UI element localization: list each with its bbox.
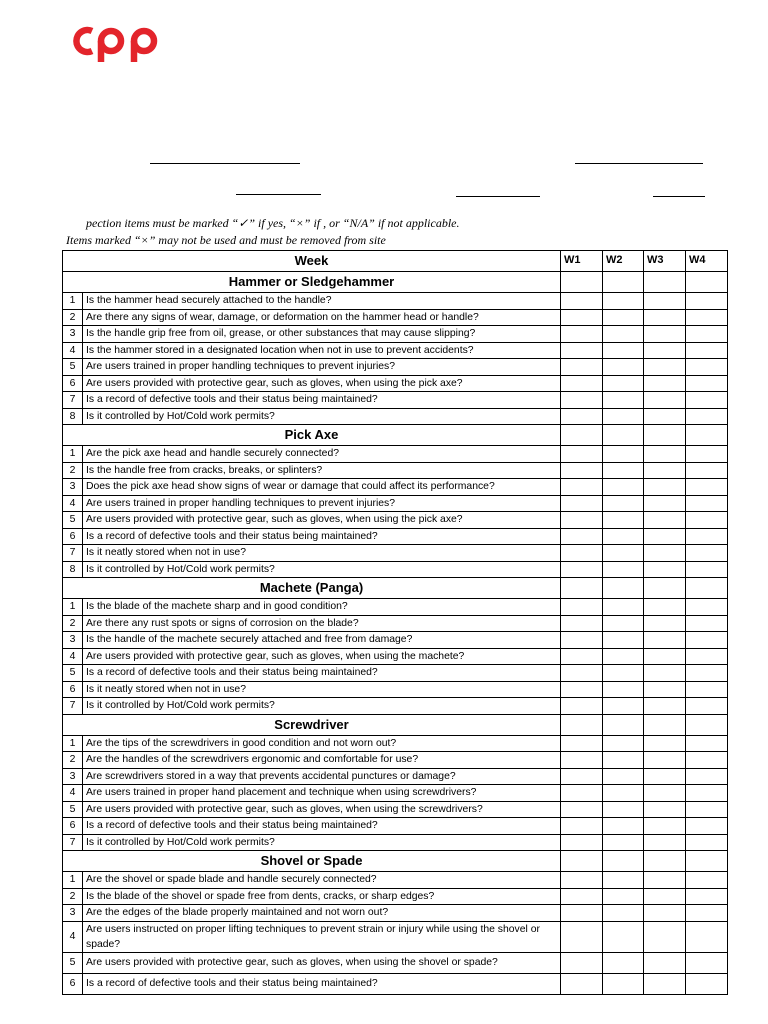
week-4-check-cell[interactable] <box>686 648 728 665</box>
section-header-row <box>63 851 728 872</box>
week-2-check-cell[interactable] <box>603 872 644 889</box>
checklist-row <box>63 973 728 994</box>
week-3-check-cell[interactable] <box>644 599 686 616</box>
week-4-check-cell[interactable] <box>686 545 728 562</box>
week-3-check-cell[interactable] <box>644 632 686 649</box>
item-number: 8 <box>63 408 83 425</box>
week-1-check-cell[interactable] <box>561 326 603 343</box>
week-3-check-cell[interactable] <box>644 615 686 632</box>
item-number: 5 <box>63 512 83 529</box>
week-1-check-cell[interactable] <box>561 359 603 376</box>
item-number: 4 <box>63 785 83 802</box>
checklist-row <box>63 342 728 359</box>
item-question: Is it neatly stored when not in use? <box>83 681 561 698</box>
week-4-check-cell[interactable] <box>686 834 728 851</box>
item-question: Is a record of defective tools and their status being maintained? <box>83 973 561 994</box>
item-question: Are users provided with protective gear, such as gloves, when using the screwdrivers? <box>83 801 561 818</box>
week-1-check-cell[interactable] <box>561 545 603 562</box>
week-4-check-cell[interactable] <box>686 785 728 802</box>
week-3-check-cell[interactable] <box>644 888 686 905</box>
checklist-row <box>63 735 728 752</box>
week-column-2: W2 <box>603 251 644 272</box>
checklist-row <box>63 801 728 818</box>
section-blank-cell <box>603 425 644 446</box>
item-number: 6 <box>63 528 83 545</box>
item-question: Is the hammer head securely attached to the handle? <box>83 293 561 310</box>
section-blank-cell <box>603 714 644 735</box>
item-question: Are screwdrivers stored in a way that prevents accidental punctures or damage? <box>83 768 561 785</box>
checklist-row <box>63 952 728 973</box>
week-2-check-cell[interactable] <box>603 921 644 952</box>
item-number: 4 <box>63 342 83 359</box>
week-2-check-cell[interactable] <box>603 512 644 529</box>
item-number: 2 <box>63 615 83 632</box>
checklist-row <box>63 615 728 632</box>
week-4-check-cell[interactable] <box>686 528 728 545</box>
week-1-check-cell[interactable] <box>561 698 603 715</box>
week-3-check-cell[interactable] <box>644 681 686 698</box>
section-blank-cell <box>561 714 603 735</box>
week-2-check-cell[interactable] <box>603 973 644 994</box>
checklist-row <box>63 392 728 409</box>
week-1-check-cell[interactable] <box>561 952 603 973</box>
week-3-check-cell[interactable] <box>644 973 686 994</box>
week-2-check-cell[interactable] <box>603 785 644 802</box>
week-4-check-cell[interactable] <box>686 752 728 769</box>
checklist-row <box>63 785 728 802</box>
week-1-check-cell[interactable] <box>561 479 603 496</box>
week-3-check-cell[interactable] <box>644 512 686 529</box>
week-3-check-cell[interactable] <box>644 834 686 851</box>
section-header-row <box>63 425 728 446</box>
section-blank-cell <box>686 272 728 293</box>
item-number: 3 <box>63 905 83 922</box>
item-question: Is a record of defective tools and their status being maintained? <box>83 392 561 409</box>
checklist-row <box>63 665 728 682</box>
week-header-row <box>63 251 728 272</box>
item-number: 7 <box>63 834 83 851</box>
week-1-check-cell[interactable] <box>561 408 603 425</box>
item-number: 2 <box>63 888 83 905</box>
checklist-row <box>63 293 728 310</box>
fill-in-line[interactable] <box>236 194 321 195</box>
week-4-check-cell[interactable] <box>686 408 728 425</box>
week-2-check-cell[interactable] <box>603 905 644 922</box>
week-1-check-cell[interactable] <box>561 561 603 578</box>
section-blank-cell <box>603 272 644 293</box>
checklist-row <box>63 512 728 529</box>
company-logo <box>64 18 164 62</box>
item-number: 7 <box>63 545 83 562</box>
week-4-check-cell[interactable] <box>686 392 728 409</box>
item-number: 6 <box>63 973 83 994</box>
item-question: Is the blade of the shovel or spade free from dents, cracks, or sharp edges? <box>83 888 561 905</box>
week-3-check-cell[interactable] <box>644 768 686 785</box>
week-1-check-cell[interactable] <box>561 681 603 698</box>
week-3-check-cell[interactable] <box>644 446 686 463</box>
week-2-check-cell[interactable] <box>603 495 644 512</box>
section-blank-cell <box>686 425 728 446</box>
checklist-row <box>63 698 728 715</box>
week-1-check-cell[interactable] <box>561 921 603 952</box>
week-2-check-cell[interactable] <box>603 768 644 785</box>
checklist-row <box>63 888 728 905</box>
week-3-check-cell[interactable] <box>644 326 686 343</box>
section-blank-cell <box>644 851 686 872</box>
week-4-check-cell[interactable] <box>686 768 728 785</box>
cpp-logo-icon <box>64 18 164 62</box>
week-column-1: W1 <box>561 251 603 272</box>
section-header-row <box>63 714 728 735</box>
item-number: 4 <box>63 495 83 512</box>
week-1-check-cell[interactable] <box>561 888 603 905</box>
item-number: 5 <box>63 952 83 973</box>
item-number: 4 <box>63 921 83 952</box>
item-question: Are the edges of the blade properly maintained and not worn out? <box>83 905 561 922</box>
item-question: Is the handle grip free from oil, grease, or other substances that may cause slipping? <box>83 326 561 343</box>
week-3-check-cell[interactable] <box>644 785 686 802</box>
week-4-check-cell[interactable] <box>686 973 728 994</box>
item-number: 1 <box>63 599 83 616</box>
week-2-check-cell[interactable] <box>603 309 644 326</box>
week-4-check-cell[interactable] <box>686 818 728 835</box>
item-question: Is it controlled by Hot/Cold work permits? <box>83 698 561 715</box>
week-2-check-cell[interactable] <box>603 479 644 496</box>
week-3-check-cell[interactable] <box>644 309 686 326</box>
checklist-row <box>63 818 728 835</box>
item-question: Is a record of defective tools and their status being maintained? <box>83 665 561 682</box>
week-1-check-cell[interactable] <box>561 834 603 851</box>
week-4-check-cell[interactable] <box>686 681 728 698</box>
item-question: Are there any rust spots or signs of corrosion on the blade? <box>83 615 561 632</box>
week-1-check-cell[interactable] <box>561 293 603 310</box>
item-question: Is it neatly stored when not in use? <box>83 545 561 562</box>
checklist-row <box>63 309 728 326</box>
fill-in-line[interactable] <box>575 163 703 164</box>
fill-in-line[interactable] <box>653 196 705 197</box>
section-blank-cell <box>686 578 728 599</box>
section-blank-cell <box>603 578 644 599</box>
item-question: Is it controlled by Hot/Cold work permits? <box>83 834 561 851</box>
week-2-check-cell[interactable] <box>603 375 644 392</box>
section-blank-cell <box>644 272 686 293</box>
week-3-check-cell[interactable] <box>644 952 686 973</box>
item-number: 1 <box>63 446 83 463</box>
section-title: Shovel or Spade <box>63 851 561 872</box>
week-1-check-cell[interactable] <box>561 648 603 665</box>
item-question: Are the handles of the screwdrivers ergonomic and comfortable for use? <box>83 752 561 769</box>
item-number: 3 <box>63 479 83 496</box>
week-2-check-cell[interactable] <box>603 752 644 769</box>
instruction-line-1: pection items must be marked “✓” if yes, “×” if , or “N/A” if not applicable. <box>86 216 460 230</box>
week-3-check-cell[interactable] <box>644 545 686 562</box>
week-2-check-cell[interactable] <box>603 818 644 835</box>
week-1-check-cell[interactable] <box>561 752 603 769</box>
week-2-check-cell[interactable] <box>603 342 644 359</box>
item-number: 2 <box>63 462 83 479</box>
section-blank-cell <box>561 578 603 599</box>
item-question: Is the handle of the machete securely attached and free from damage? <box>83 632 561 649</box>
checklist-row <box>63 599 728 616</box>
week-4-check-cell[interactable] <box>686 632 728 649</box>
item-question: Are users provided with protective gear, such as gloves, when using the machete? <box>83 648 561 665</box>
week-2-check-cell[interactable] <box>603 615 644 632</box>
week-4-check-cell[interactable] <box>686 952 728 973</box>
item-number: 6 <box>63 818 83 835</box>
week-2-check-cell[interactable] <box>603 888 644 905</box>
week-2-check-cell[interactable] <box>603 561 644 578</box>
week-3-check-cell[interactable] <box>644 801 686 818</box>
week-2-check-cell[interactable] <box>603 834 644 851</box>
week-2-check-cell[interactable] <box>603 801 644 818</box>
item-number: 2 <box>63 752 83 769</box>
week-1-check-cell[interactable] <box>561 495 603 512</box>
week-2-check-cell[interactable] <box>603 408 644 425</box>
item-question: Is it controlled by Hot/Cold work permits? <box>83 408 561 425</box>
item-number: 8 <box>63 561 83 578</box>
week-4-check-cell[interactable] <box>686 375 728 392</box>
week-2-check-cell[interactable] <box>603 698 644 715</box>
week-1-check-cell[interactable] <box>561 309 603 326</box>
section-title: Hammer or Sledgehammer <box>63 272 561 293</box>
item-number: 4 <box>63 648 83 665</box>
week-2-check-cell[interactable] <box>603 392 644 409</box>
item-number: 5 <box>63 665 83 682</box>
week-3-check-cell[interactable] <box>644 561 686 578</box>
section-title: Pick Axe <box>63 425 561 446</box>
week-1-check-cell[interactable] <box>561 392 603 409</box>
week-1-check-cell[interactable] <box>561 872 603 889</box>
week-4-check-cell[interactable] <box>686 599 728 616</box>
section-blank-cell <box>686 851 728 872</box>
week-column-4: W4 <box>686 251 728 272</box>
week-4-check-cell[interactable] <box>686 342 728 359</box>
week-4-check-cell[interactable] <box>686 665 728 682</box>
week-3-check-cell[interactable] <box>644 359 686 376</box>
item-question: Are users trained in proper handling techniques to prevent injuries? <box>83 495 561 512</box>
section-blank-cell <box>561 272 603 293</box>
week-4-check-cell[interactable] <box>686 446 728 463</box>
week-2-check-cell[interactable] <box>603 665 644 682</box>
week-2-check-cell[interactable] <box>603 681 644 698</box>
section-header-row <box>63 272 728 293</box>
checklist-row <box>63 632 728 649</box>
week-2-check-cell[interactable] <box>603 293 644 310</box>
week-2-check-cell[interactable] <box>603 446 644 463</box>
section-blank-cell <box>644 714 686 735</box>
item-question: Are the shovel or spade blade and handle securely connected? <box>83 872 561 889</box>
week-1-check-cell[interactable] <box>561 375 603 392</box>
week-3-check-cell[interactable] <box>644 479 686 496</box>
item-question: Are users trained in proper handling techniques to prevent injuries? <box>83 359 561 376</box>
item-number: 3 <box>63 632 83 649</box>
week-1-check-cell[interactable] <box>561 615 603 632</box>
week-1-check-cell[interactable] <box>561 512 603 529</box>
item-question: Is a record of defective tools and their status being maintained? <box>83 818 561 835</box>
item-question: Are users trained in proper hand placement and technique when using screwdrivers? <box>83 785 561 802</box>
week-2-check-cell[interactable] <box>603 326 644 343</box>
checklist-row <box>63 752 728 769</box>
week-1-check-cell[interactable] <box>561 818 603 835</box>
week-4-check-cell[interactable] <box>686 359 728 376</box>
week-4-check-cell[interactable] <box>686 735 728 752</box>
item-number: 3 <box>63 768 83 785</box>
item-number: 3 <box>63 326 83 343</box>
checklist-row <box>63 921 728 952</box>
week-3-check-cell[interactable] <box>644 528 686 545</box>
item-question: Is the handle free from cracks, breaks, or splinters? <box>83 462 561 479</box>
week-4-check-cell[interactable] <box>686 293 728 310</box>
week-4-check-cell[interactable] <box>686 888 728 905</box>
week-2-check-cell[interactable] <box>603 545 644 562</box>
week-3-check-cell[interactable] <box>644 293 686 310</box>
week-label: Week <box>63 251 561 272</box>
checklist-row <box>63 495 728 512</box>
item-question: Is a record of defective tools and their status being maintained? <box>83 528 561 545</box>
item-number: 5 <box>63 359 83 376</box>
section-header-row <box>63 578 728 599</box>
week-3-check-cell[interactable] <box>644 462 686 479</box>
item-number: 7 <box>63 392 83 409</box>
week-1-check-cell[interactable] <box>561 528 603 545</box>
item-number: 6 <box>63 375 83 392</box>
item-question: Are users provided with protective gear, such as gloves, when using the pick axe? <box>83 512 561 529</box>
checklist-row <box>63 872 728 889</box>
section-title: Screwdriver <box>63 714 561 735</box>
week-3-check-cell[interactable] <box>644 735 686 752</box>
week-3-check-cell[interactable] <box>644 818 686 835</box>
week-4-check-cell[interactable] <box>686 326 728 343</box>
section-blank-cell <box>686 714 728 735</box>
week-2-check-cell[interactable] <box>603 648 644 665</box>
checklist-row <box>63 648 728 665</box>
week-2-check-cell[interactable] <box>603 632 644 649</box>
section-blank-cell <box>644 425 686 446</box>
checklist-row <box>63 446 728 463</box>
week-3-check-cell[interactable] <box>644 342 686 359</box>
checklist-row <box>63 479 728 496</box>
week-1-check-cell[interactable] <box>561 342 603 359</box>
week-4-check-cell[interactable] <box>686 479 728 496</box>
week-2-check-cell[interactable] <box>603 599 644 616</box>
week-column-3: W3 <box>644 251 686 272</box>
checklist-row <box>63 905 728 922</box>
week-1-check-cell[interactable] <box>561 973 603 994</box>
week-1-check-cell[interactable] <box>561 905 603 922</box>
week-2-check-cell[interactable] <box>603 359 644 376</box>
week-3-check-cell[interactable] <box>644 872 686 889</box>
week-2-check-cell[interactable] <box>603 462 644 479</box>
week-1-check-cell[interactable] <box>561 665 603 682</box>
checklist-row <box>63 545 728 562</box>
week-4-check-cell[interactable] <box>686 309 728 326</box>
week-4-check-cell[interactable] <box>686 698 728 715</box>
checklist-row <box>63 528 728 545</box>
week-4-check-cell[interactable] <box>686 921 728 952</box>
week-4-check-cell[interactable] <box>686 615 728 632</box>
instruction-line-2: Items marked “×” may not be used and must be removed from site <box>66 233 386 247</box>
week-2-check-cell[interactable] <box>603 735 644 752</box>
fill-in-line[interactable] <box>150 163 300 164</box>
item-number: 7 <box>63 698 83 715</box>
checklist-row <box>63 681 728 698</box>
item-number: 1 <box>63 872 83 889</box>
week-3-check-cell[interactable] <box>644 495 686 512</box>
week-4-check-cell[interactable] <box>686 495 728 512</box>
week-4-check-cell[interactable] <box>686 561 728 578</box>
item-question: Are there any signs of wear, damage, or deformation on the hammer head or handle? <box>83 309 561 326</box>
week-1-check-cell[interactable] <box>561 446 603 463</box>
item-question: Are users provided with protective gear, such as gloves, when using the shovel or spade? <box>83 952 561 973</box>
section-blank-cell <box>561 425 603 446</box>
week-1-check-cell[interactable] <box>561 632 603 649</box>
item-question: Are the tips of the screwdrivers in good condition and not worn out? <box>83 735 561 752</box>
week-2-check-cell[interactable] <box>603 528 644 545</box>
section-title: Machete (Panga) <box>63 578 561 599</box>
week-4-check-cell[interactable] <box>686 872 728 889</box>
checklist-row <box>63 462 728 479</box>
item-number: 6 <box>63 681 83 698</box>
week-3-check-cell[interactable] <box>644 392 686 409</box>
week-3-check-cell[interactable] <box>644 752 686 769</box>
week-3-check-cell[interactable] <box>644 375 686 392</box>
week-1-check-cell[interactable] <box>561 768 603 785</box>
section-blank-cell <box>561 851 603 872</box>
item-number: 5 <box>63 801 83 818</box>
week-1-check-cell[interactable] <box>561 785 603 802</box>
item-number: 2 <box>63 309 83 326</box>
checklist-row <box>63 561 728 578</box>
checklist-row <box>63 834 728 851</box>
checklist-row <box>63 375 728 392</box>
week-4-check-cell[interactable] <box>686 905 728 922</box>
fill-in-line[interactable] <box>456 196 540 197</box>
item-question: Are users instructed on proper lifting techniques to prevent strain or injury while using the shovel or spade? <box>83 921 561 952</box>
item-question: Is it controlled by Hot/Cold work permits? <box>83 561 561 578</box>
week-1-check-cell[interactable] <box>561 462 603 479</box>
item-number: 1 <box>63 293 83 310</box>
week-3-check-cell[interactable] <box>644 905 686 922</box>
week-4-check-cell[interactable] <box>686 512 728 529</box>
section-blank-cell <box>644 578 686 599</box>
item-number: 1 <box>63 735 83 752</box>
week-3-check-cell[interactable] <box>644 648 686 665</box>
week-1-check-cell[interactable] <box>561 801 603 818</box>
section-blank-cell <box>603 851 644 872</box>
week-3-check-cell[interactable] <box>644 698 686 715</box>
week-2-check-cell[interactable] <box>603 952 644 973</box>
item-question: Are the pick axe head and handle securely connected? <box>83 446 561 463</box>
item-question: Does the pick axe head show signs of wear or damage that could affect its performance? <box>83 479 561 496</box>
checklist-row <box>63 359 728 376</box>
checklist-row <box>63 326 728 343</box>
inspection-checklist-table <box>62 250 728 995</box>
week-4-check-cell[interactable] <box>686 801 728 818</box>
checklist-row <box>63 408 728 425</box>
week-3-check-cell[interactable] <box>644 408 686 425</box>
item-question: Are users provided with protective gear, such as gloves, when using the pick axe? <box>83 375 561 392</box>
checklist-row <box>63 768 728 785</box>
week-1-check-cell[interactable] <box>561 599 603 616</box>
week-1-check-cell[interactable] <box>561 735 603 752</box>
week-4-check-cell[interactable] <box>686 462 728 479</box>
week-3-check-cell[interactable] <box>644 665 686 682</box>
item-question: Is the hammer stored in a designated location when not in use to prevent accidents? <box>83 342 561 359</box>
week-3-check-cell[interactable] <box>644 921 686 952</box>
item-question: Is the blade of the machete sharp and in good condition? <box>83 599 561 616</box>
